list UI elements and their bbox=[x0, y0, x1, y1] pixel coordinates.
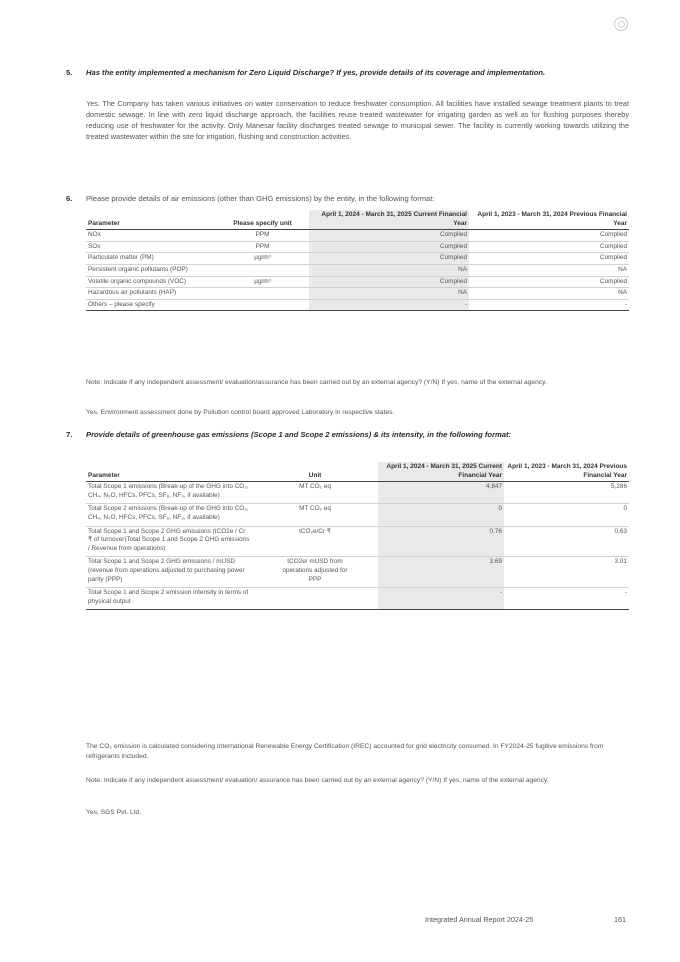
question-5-answer: Yes. The Company has taken various initiatives on water conservation to reduce freshwater consumption. All facilities have installed sewage treatment plants to treat domestic sewage. In line with zero liquid discharge approach, the facilities reuse treated wastewater for irrigating garden as well as for flushing purposes thereby reducing use of freshwater for the activity. Only Manesar facility discharges treated sewage to municipal sewer. The facility is currently working towards utilizing the treated wastewater within the site for irrigation, flushing and construction activities. bbox=[86, 99, 629, 142]
cell-unit bbox=[216, 288, 309, 300]
table-row bbox=[86, 253, 629, 265]
cell-unit: µg/m³ bbox=[254, 277, 271, 285]
header-unit: Please specify unit bbox=[233, 219, 292, 227]
cell-unit: MT CO₂ eq bbox=[299, 483, 331, 491]
cell-previous: Complied bbox=[600, 277, 627, 285]
cell-unit bbox=[216, 299, 309, 311]
cell-previous: 0 bbox=[623, 505, 627, 513]
cell-unit: PPM bbox=[255, 231, 270, 239]
cell-parameter: Total Scope 1 and Scope 2 GHG emissions (tCO2e / Cr ₹ of turnover)Total Scope 1 and Scope 2 GHG emissions / Revenue from operations) bbox=[88, 527, 250, 552]
header-current-year: April 1, 2024 - March 31, 2025 Current Financial Year bbox=[378, 462, 504, 482]
cell-previous: 3.01 bbox=[614, 558, 627, 566]
table-row bbox=[86, 588, 629, 610]
table-row bbox=[86, 264, 629, 276]
cell-previous: Complied bbox=[600, 242, 627, 250]
cell-unit: MT CO₂ eq bbox=[299, 505, 331, 513]
cell-unit: tCO₂e/Cr ₹ bbox=[299, 527, 331, 535]
header-current-year: April 1, 2024 - March 31, 2025 Current Financial Year bbox=[309, 210, 469, 230]
header-previous-year: April 1, 2023 - March 31, 2024 Previous Financial Year bbox=[477, 211, 627, 227]
cell-previous: 5,286 bbox=[611, 483, 627, 491]
question-title: Provide details of greenhouse gas emissions (Scope 1 and Scope 2 emissions) & its intensity, in the following format: bbox=[86, 430, 512, 439]
cell-unit: µg/m³ bbox=[254, 254, 271, 262]
company-logo-icon bbox=[614, 17, 628, 31]
cell-parameter: NOx bbox=[88, 231, 101, 239]
cell-parameter: Persistent organic pollutants (POP) bbox=[88, 265, 188, 273]
footer-page-number: 161 bbox=[614, 915, 626, 924]
cell-previous: 0.63 bbox=[614, 527, 627, 535]
question-5 bbox=[66, 68, 631, 79]
cell-current: 0.76 bbox=[378, 526, 504, 557]
question-6-note: Note: Indicate if any independent assessment/ evaluation/assurance has been carried out by an external agency? (Y/N) If yes, name of the external agency. bbox=[86, 379, 547, 386]
cell-current: Complied bbox=[309, 230, 469, 242]
table-row bbox=[86, 276, 629, 288]
cell-parameter: Total Scope 2 emissions (Break-up of the GHG into CO₂, CH₄, N₂O, HFCs, PFCs, SF₆, NF₃, if available) bbox=[88, 505, 249, 521]
cell-previous: Complied bbox=[600, 254, 627, 262]
cell-unit bbox=[216, 264, 309, 276]
cell-current: Complied bbox=[309, 253, 469, 265]
question-number: 6. bbox=[66, 194, 73, 203]
header-parameter: Parameter bbox=[88, 471, 120, 479]
cell-previous: - bbox=[624, 589, 627, 597]
table-row bbox=[86, 504, 629, 526]
cell-unit: PPM bbox=[255, 242, 270, 250]
question-7 bbox=[66, 430, 631, 441]
question-title: Please provide details of air emissions (other than GHG emissions) by the entity, in the following format: bbox=[86, 194, 435, 203]
question-number: 5. bbox=[66, 68, 73, 77]
ghg-emissions-table bbox=[86, 462, 629, 610]
cell-current: Complied bbox=[309, 276, 469, 288]
question-6 bbox=[66, 194, 631, 205]
question-number: 7. bbox=[66, 430, 73, 439]
question-7-note: Note: Indicate if any independent assessment/ evaluation/ assurance has been carried out by an external agency? (Y/N) If yes, name of the external agency. bbox=[86, 777, 549, 784]
cell-parameter: Volatile organic compounds (VOC) bbox=[88, 277, 187, 285]
footer-report-title: Integrated Annual Report 2024-25 bbox=[425, 915, 534, 924]
header-unit: Unit bbox=[308, 471, 322, 479]
question-6-answer: Yes, Environment assessment done by Pollution control board approved Laboratory in respective states. bbox=[86, 409, 395, 416]
question-7-footnote: The CO₂ emission is calculated considering International Renewable Energy Certification (IREC) accounted for grid electricity consumed. In FY2024-25 fugitive emissions from refrigerants included. bbox=[86, 743, 604, 760]
table-row bbox=[86, 299, 629, 311]
cell-parameter: SOx bbox=[88, 242, 101, 250]
cell-unit: tCO2e/ mUSD from operations adjusted for PPP bbox=[282, 558, 348, 583]
header-parameter: Parameter bbox=[88, 219, 120, 227]
cell-parameter: Particulate matter (PM) bbox=[88, 254, 154, 262]
header-previous-year: April 1, 2023 - March 31, 2024 Previous Financial Year bbox=[507, 463, 627, 479]
cell-current: NA bbox=[309, 264, 469, 276]
cell-current: 4,847 bbox=[378, 482, 504, 504]
table-row bbox=[86, 230, 629, 242]
table-row bbox=[86, 241, 629, 253]
cell-current: NA bbox=[309, 288, 469, 300]
cell-current: 3.69 bbox=[378, 557, 504, 588]
cell-current: 0 bbox=[378, 504, 504, 526]
table-row bbox=[86, 557, 629, 588]
question-title: Has the entity implemented a mechanism for Zero Liquid Discharge? If yes, provide details of its coverage and implementation. bbox=[86, 68, 546, 77]
table-row bbox=[86, 526, 629, 557]
cell-unit bbox=[252, 588, 378, 610]
cell-current: Complied bbox=[309, 241, 469, 253]
cell-current: - bbox=[378, 588, 504, 610]
cell-previous: Complied bbox=[600, 231, 627, 239]
cell-parameter: Hazardous air pollutants (HAP) bbox=[88, 289, 177, 297]
cell-parameter: Total Scope 1 and Scope 2 emission intensity in terms of physical output bbox=[88, 589, 249, 605]
air-emissions-table bbox=[86, 210, 629, 311]
cell-parameter: Total Scope 1 emissions (Break-up of the GHG into CO₂, CH₄, N₂O, HFCs, PFCs, SF₆, NF₃, if available) bbox=[88, 483, 249, 499]
cell-previous: NA bbox=[618, 265, 627, 273]
question-7-answer: Yes, SGS Pvt. Ltd. bbox=[86, 809, 142, 816]
cell-parameter: Others – please specify bbox=[88, 300, 155, 308]
cell-parameter: Total Scope 1 and Scope 2 GHG emissions / mUSD (revenue from operations adjusted to purchasing power parity (PPP) bbox=[88, 558, 245, 583]
table-row bbox=[86, 482, 629, 504]
cell-current: - bbox=[309, 299, 469, 311]
cell-previous: - bbox=[624, 300, 627, 308]
table-row bbox=[86, 288, 629, 300]
cell-previous: NA bbox=[618, 289, 627, 297]
